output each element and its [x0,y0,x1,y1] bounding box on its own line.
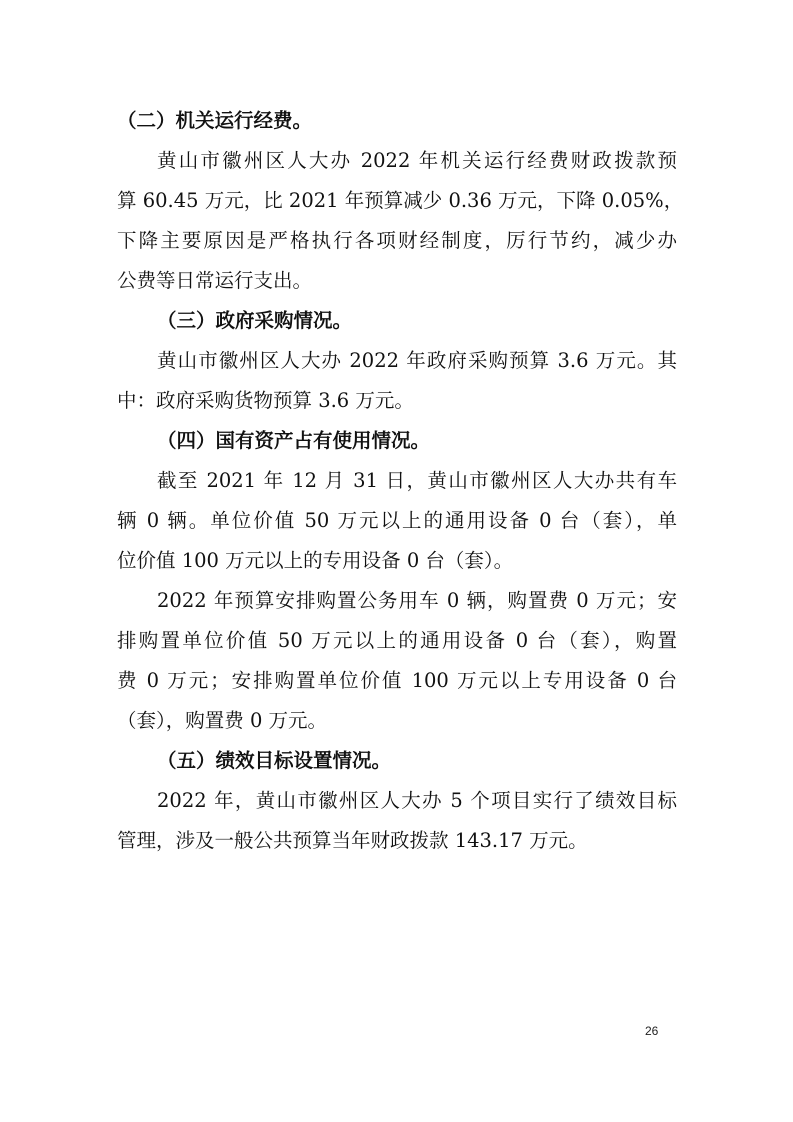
paragraph-line: 中：政府采购货物预算 3.6 万元。 [117,389,414,412]
paragraph-line: 排购置单位价值 50 万元以上的通用设备 0 台（套），购置 [117,629,677,652]
paragraph-line: 2022 年预算安排购置公务用车 0 辆，购置费 0 万元；安 [157,589,677,612]
page-number: 26 [645,1024,659,1038]
paragraph-line: 2022 年，黄山市徽州区人大办 5 个项目实行了绩效目标 [157,789,677,812]
paragraph-line: 黄山市徽州区人大办 2022 年机关运行经费财政拨款预 [157,149,677,172]
paragraph-line: 公费等日常运行支出。 [117,269,313,292]
section-heading-operating-expenses: （二）机关运行经费。 [117,109,313,132]
paragraph-procurement [117,341,677,421]
section-heading-procurement: （三）政府采购情况。 [157,309,353,332]
paragraph-line: 黄山市徽州区人大办 2022 年政府采购预算 3.6 万元。其 [157,349,677,372]
paragraph-operating-expenses [117,141,684,301]
paragraph-line: 管理，涉及一般公共预算当年财政拨款 143.17 万元。 [117,829,588,852]
paragraph-line: 辆 0 辆。单位价值 50 万元以上的通用设备 0 台（套），单 [117,509,677,532]
paragraph-state-assets [117,461,677,581]
paragraph-performance-targets [117,781,677,861]
paragraph-line: 费 0 万元；安排购置单位价值 100 万元以上专用设备 0 台 [117,669,677,692]
paragraph-line: （套），购置费 0 万元。 [117,709,328,732]
section-heading-state-assets: （四）国有资产占有使用情况。 [157,429,431,452]
paragraph-line: 下降主要原因是严格执行各项财经制度，厉行节约，减少办 [117,229,677,252]
page-content [117,101,684,861]
section-heading-performance-targets: （五）绩效目标设置情况。 [157,749,392,772]
paragraph-vehicle-purchase [117,581,677,741]
paragraph-line: 截至 2021 年 12 月 31 日，黄山市徽州区人大办共有车 [157,469,677,492]
paragraph-line: 位价值 100 万元以上的专用设备 0 台（套）。 [117,549,514,572]
paragraph-line: 算 60.45 万元，比 2021 年预算减少 0.36 万元，下降 0.05%， [117,189,684,212]
